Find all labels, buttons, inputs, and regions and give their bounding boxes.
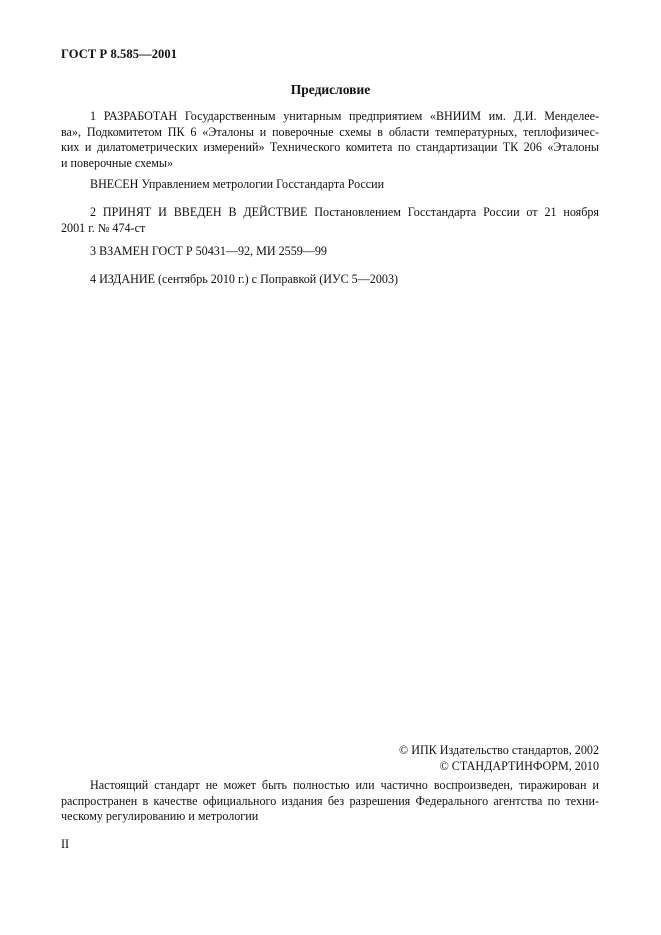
paragraph-introduced-by: ВНЕСЕН Управлением метрологии Госстандарта России <box>90 177 385 191</box>
section-title: Предисловие <box>290 82 371 97</box>
notice-line: Настоящий стандарт не может быть полностью или частично воспроизведен, тиражирован и <box>90 778 599 792</box>
paragraph-line: ких и дилатометрических измерений» Технического комитета по стандартизации ТК 206 «Эталоны <box>61 140 599 154</box>
paragraph-developed-by <box>61 109 599 171</box>
copyright-standartinform: © СТАНДАРТИНФОРМ, 2010 <box>439 759 599 773</box>
paragraph-line: 2001 г. № 474-ст <box>61 220 146 235</box>
paragraph-adopted <box>61 205 599 236</box>
copyright-ipk: © ИПК Издательство стандартов, 2002 <box>399 743 599 757</box>
paragraph-line: ва», Подкомитетом ПК 6 «Эталоны и поверочные схемы в области температурных, теплофизичес- <box>61 124 599 139</box>
paragraph-line: 1 РАЗРАБОТАН Государственным унитарным предприятием «ВНИИМ им. Д.И. Менделее- <box>90 109 599 123</box>
page-number: II <box>61 837 70 851</box>
paragraph-line: 2 ПРИНЯТ И ВВЕДЕН В ДЕЙСТВИЕ Постановлением Госстандарта России от 21 ноября <box>90 205 599 219</box>
document-code: ГОСТ Р 8.585—2001 <box>61 47 178 61</box>
paragraph-replaces: 3 ВЗАМЕН ГОСТ Р 50431—92, МИ 2559—99 <box>90 244 327 258</box>
reproduction-notice <box>61 778 599 825</box>
paragraph-line: и поверочные схемы» <box>61 155 174 170</box>
paragraph-edition: 4 ИЗДАНИЕ (сентябрь 2010 г.) с Поправкой (ИУС 5—2003) <box>90 272 399 286</box>
notice-line: ческому регулированию и метрологии <box>61 809 259 823</box>
notice-line: распространен в качестве официального издания без разрешения Федерального агентства по техни- <box>61 793 599 808</box>
